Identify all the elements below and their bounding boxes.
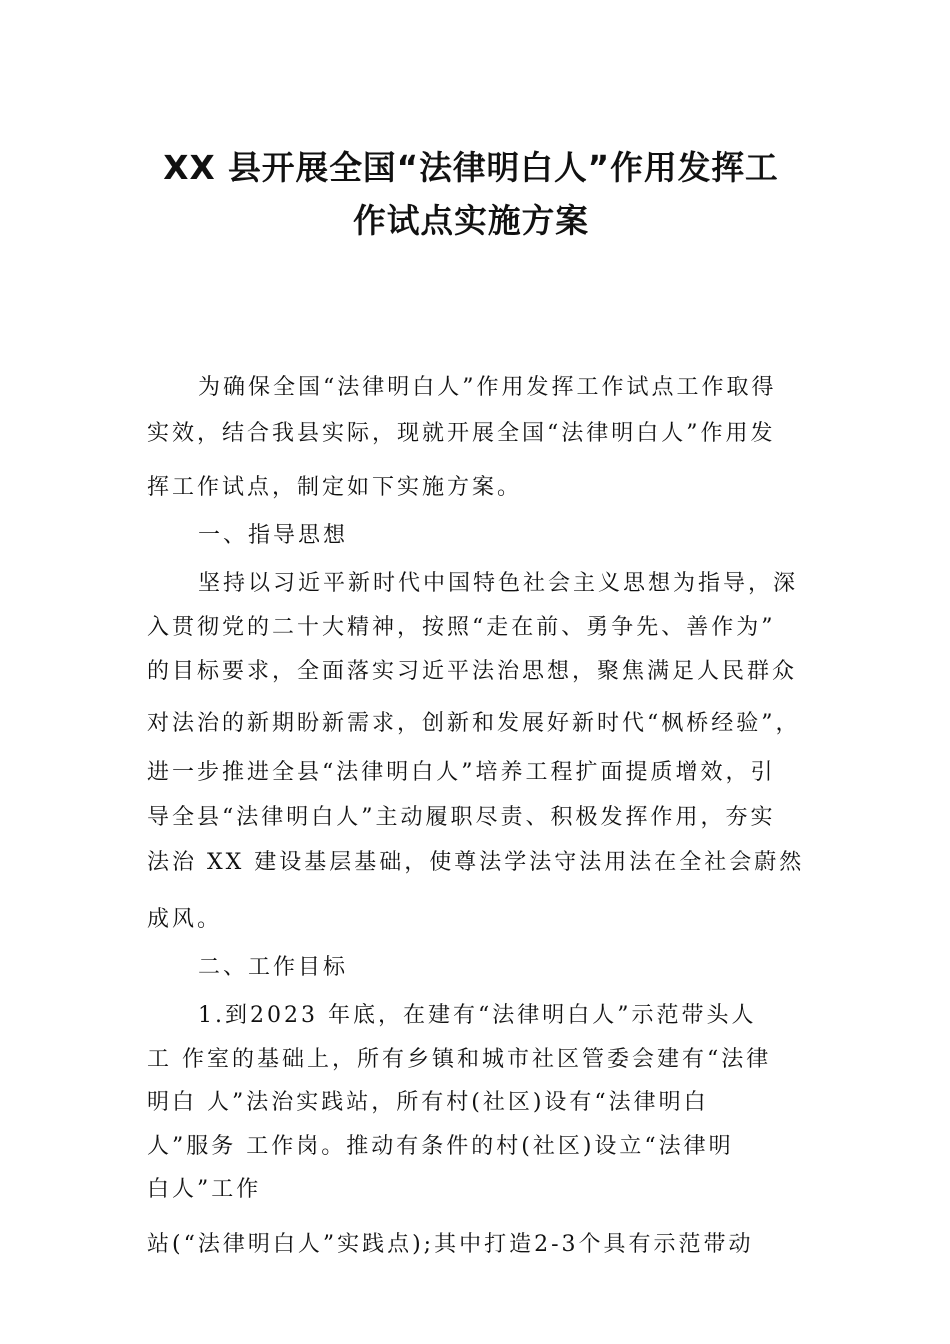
section1-line-2: 入贯彻党的二十大精神，按照“走在前、勇争先、善作为” [147,615,776,640]
section1-line-8: 成风。 [147,907,223,932]
section2-line-3: 明白 人”法治实践站，所有村(社区)设有“法律明白 [147,1090,709,1115]
section1-line-7: 法治 XX 建设基层基础，使尊法学法守法用法在全社会蔚然 [147,850,805,875]
section2-line-2: 工 作室的基础上，所有乡镇和城市社区管委会建有“法律 [147,1047,772,1072]
intro-line-2: 实效，结合我县实际，现就开展全国“法律明白人”作用发 [147,421,776,446]
section-heading-guiding-ideology: 一、指导思想 [198,523,349,548]
document-title-line-1: XX 县开展全国“法律明白人”作用发挥工 [163,148,779,187]
intro-line-1: 为确保全国“法律明白人”作用发挥工作试点工作取得 [198,375,777,400]
section1-line-6: 导全县“法律明白人”主动履职尽责、积极发挥作用，夯实 [147,805,776,830]
section2-line-5: 白人”工作 [147,1177,262,1202]
section1-line-3: 的目标要求，全面落实习近平法治思想，聚焦满足人民群众 [147,659,798,684]
section1-line-1: 坚持以习近平新时代中国特色社会主义思想为指导，深 [198,571,799,596]
section2-line-6: 站(“法律明白人”实践点);其中打造2-3个具有示范带动 [147,1232,754,1257]
section1-line-4: 对法治的新期盼新需求，创新和发展好新时代“枫桥经验”， [147,711,801,736]
intro-line-3: 挥工作试点，制定如下实施方案。 [147,475,523,500]
section1-line-5: 进一步推进全县“法律明白人”培养工程扩面提质增效，引 [147,760,776,785]
section2-line-4: 人”服务 工作岗。推动有条件的村(社区)设立“法律明 [147,1134,734,1159]
section2-line-1: 1.到2023 年底，在建有“法律明白人”示范带头人 [198,1003,757,1028]
section-heading-work-goals: 二、工作目标 [198,955,349,980]
document-title-line-2: 作试点实施方案 [353,201,589,240]
